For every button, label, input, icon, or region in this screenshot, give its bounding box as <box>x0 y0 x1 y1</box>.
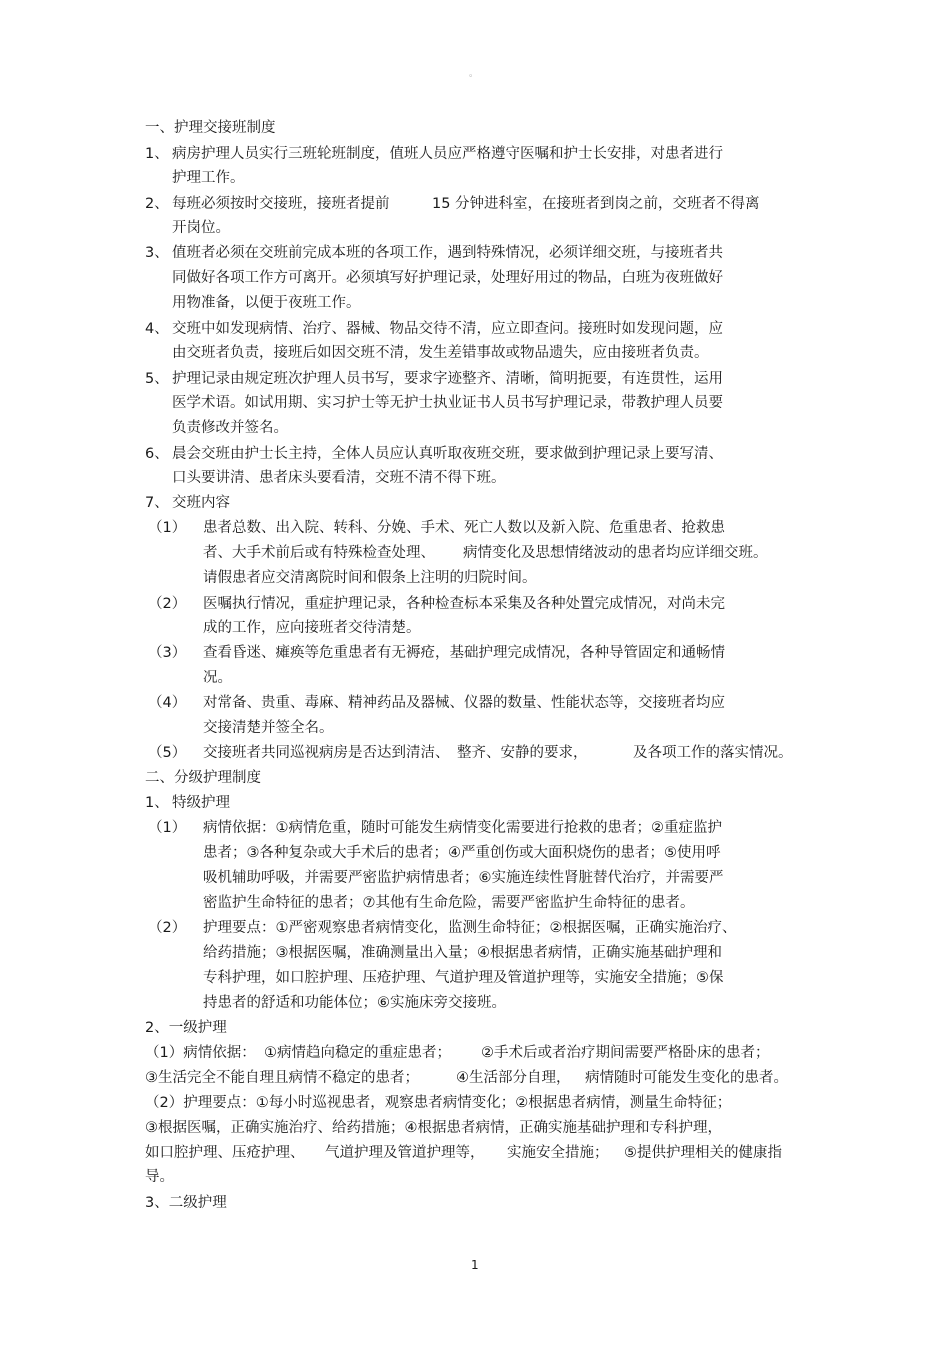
subitem-number: （2） <box>148 596 187 612</box>
text-line: 病情变化及思想情绪波动的患者均应详细交班。 <box>463 545 768 561</box>
text-line: 同做好各项工作方可离开。必须填写好护理记录，处理好用过的物品，白班为夜班做好 <box>172 270 723 286</box>
text-line: 者、大手术前后或有特殊检查处理、 <box>203 545 435 561</box>
text-line: 如口腔护理、压疮护理、 <box>145 1145 305 1161</box>
text-line: 专科护理，如口腔护理、压疮护理、气道护理及管道护理等，实施安全措施；⑤保 <box>203 970 724 986</box>
text-line: 医嘱执行情况，重症护理记录，各种检查标本采集及各种处置完成情况，对尚未完 <box>203 596 725 612</box>
text-line: 护理要点：①严密观察患者病情变化，监测生命特征；②根据医嘱，正确实施治疗、 <box>203 920 737 936</box>
section-title: 一、护理交接班制度 <box>145 120 276 136</box>
text-line: 实施安全措施； <box>507 1145 609 1161</box>
text-line: 给药措施；③根据医嘱，准确测量出入量；④根据患者病情，正确实施基础护理和 <box>203 945 722 961</box>
text-line: 护理记录由规定班次护理人员书写，要求字迹整齐、清晰，简明扼要，有连贯性，运用 <box>172 371 723 387</box>
text-line: 交班内容 <box>172 495 230 511</box>
item-number: 3、 <box>145 245 169 261</box>
text-line: ⑤提供护理相关的健康指 <box>624 1145 782 1161</box>
header-mark: 。 <box>469 69 479 79</box>
text-line: 成的工作，应向接班者交待清楚。 <box>203 620 421 636</box>
text-line: 患者总数、出入院、转科、分娩、手术、死亡人数以及新入院、危重患者、抢救患 <box>203 520 725 536</box>
text-line: 特级护理 <box>172 795 230 811</box>
text-line: 护理工作。 <box>172 170 245 186</box>
text-line: 病房护理人员实行三班轮班制度，值班人员应严格遵守医嘱和护士长安排，对患者进行 <box>172 146 723 162</box>
subitem-number: （2） <box>148 920 187 936</box>
text-line: 每班必须按时交接班，接班者提前 <box>172 196 390 212</box>
item-number: 5、 <box>145 371 169 387</box>
text-line: 气道护理及管道护理等， <box>325 1145 485 1161</box>
text-line: 请假患者应交清离院时间和假条上注明的归院时间。 <box>203 570 537 586</box>
text-line: 对常备、贵重、毒麻、精神药品及器械、仪器的数量、性能状态等，交接班者均应 <box>203 695 725 711</box>
text-line: 交接清楚并签全名。 <box>203 720 334 736</box>
text-line: 导。 <box>145 1169 174 1185</box>
text-line: 口头要讲清、患者床头要看清，交班不清不得下班。 <box>172 470 506 486</box>
text-line: 交班中如发现病情、治疗、器械、物品交待不清，应立即查问。接班时如发现问题，应 <box>172 321 723 337</box>
text-line: 交接班者共同巡视病房是否达到清洁、 <box>203 745 450 761</box>
text-line: ①病情趋向稳定的重症患者； <box>264 1045 451 1061</box>
text-line: （1）病情依据： <box>145 1045 256 1061</box>
text-line: 晨会交班由护士长主持，全体人员应认真听取夜班交班，要求做到护理记录上要写清、 <box>172 446 723 462</box>
text-line: 查看昏迷、瘫痪等危重患者有无褥疮，基础护理完成情况，各种导管固定和通畅情 <box>203 645 725 661</box>
section-title: 二、分级护理制度 <box>145 770 261 786</box>
text-line: 整齐、安静的要求， <box>457 745 588 761</box>
text-line: ②手术后或者治疗期间需要严格卧床的患者； <box>481 1045 770 1061</box>
item-number: 4、 <box>145 321 169 337</box>
text-line: ③生活完全不能自理且病情不稳定的患者； <box>145 1070 419 1086</box>
page-number: 1 <box>471 1258 479 1272</box>
text-line: 病情依据：①病情危重，随时可能发生病情变化需要进行抢救的患者；②重症监护 <box>203 820 722 836</box>
text-line: 由交班者负责，接班后如因交班不清，发生差错事故或物品遗失，应由接班者负责。 <box>172 345 709 361</box>
item-number: 2、一级护理 <box>145 1020 227 1036</box>
item-number: 7、 <box>145 495 169 511</box>
item-number: 6、 <box>145 446 169 462</box>
subitem-number: （4） <box>148 695 187 711</box>
subitem-number: （3） <box>148 645 187 661</box>
item-number: 3、二级护理 <box>145 1195 227 1211</box>
text-line: 用物准备，以便于夜班工作。 <box>172 295 361 311</box>
text-line: 值班者必须在交班前完成本班的各项工作，遇到特殊情况，必须详细交班，与接班者共 <box>172 245 723 261</box>
item-number: 1、 <box>145 146 169 162</box>
text-line: 及各项工作的落实情况。 <box>633 745 793 761</box>
text-line: 吸机辅助呼吸，并需要严密监护病情患者；⑥实施连续性肾脏替代治疗，并需要严 <box>203 870 724 886</box>
item-number: 2、 <box>145 196 169 212</box>
subitem-number: （1） <box>148 820 187 836</box>
text-line: 15 分钟进科室，在接班者到岗之前，交班者不得离 <box>432 196 760 212</box>
subitem-number: （1） <box>148 520 187 536</box>
text-line: ④生活部分自理， <box>456 1070 571 1086</box>
text-line: ③根据医嘱，正确实施治疗、给药措施；④根据患者病情，正确实施基础护理和专科护理， <box>145 1120 722 1136</box>
item-number: 1、 <box>145 795 169 811</box>
text-line: 患者；③各种复杂或大手术后的患者；④严重创伤或大面积烧伤的患者；⑤使用呼 <box>203 845 721 861</box>
text-line: 负责修改并签名。 <box>172 420 288 436</box>
text-line: 密监护生命特征的患者；⑦其他有生命危险，需要严密监护生命特征的患者。 <box>203 895 695 911</box>
text-line: 况。 <box>203 670 232 686</box>
text-line: 持患者的舒适和功能体位；⑥实施床旁交接班。 <box>203 995 506 1011</box>
text-line: 病情随时可能发生变化的患者。 <box>585 1070 788 1086</box>
text-line: （2）护理要点：①每小时巡视患者，观察患者病情变化；②根据患者病情，测量生命特征； <box>145 1095 732 1111</box>
text-line: 医学术语。如试用期、实习护士等无护士执业证书人员书写护理记录，带教护理人员要 <box>172 395 723 411</box>
subitem-number: （5） <box>148 745 187 761</box>
text-line: 开岗位。 <box>172 220 230 236</box>
